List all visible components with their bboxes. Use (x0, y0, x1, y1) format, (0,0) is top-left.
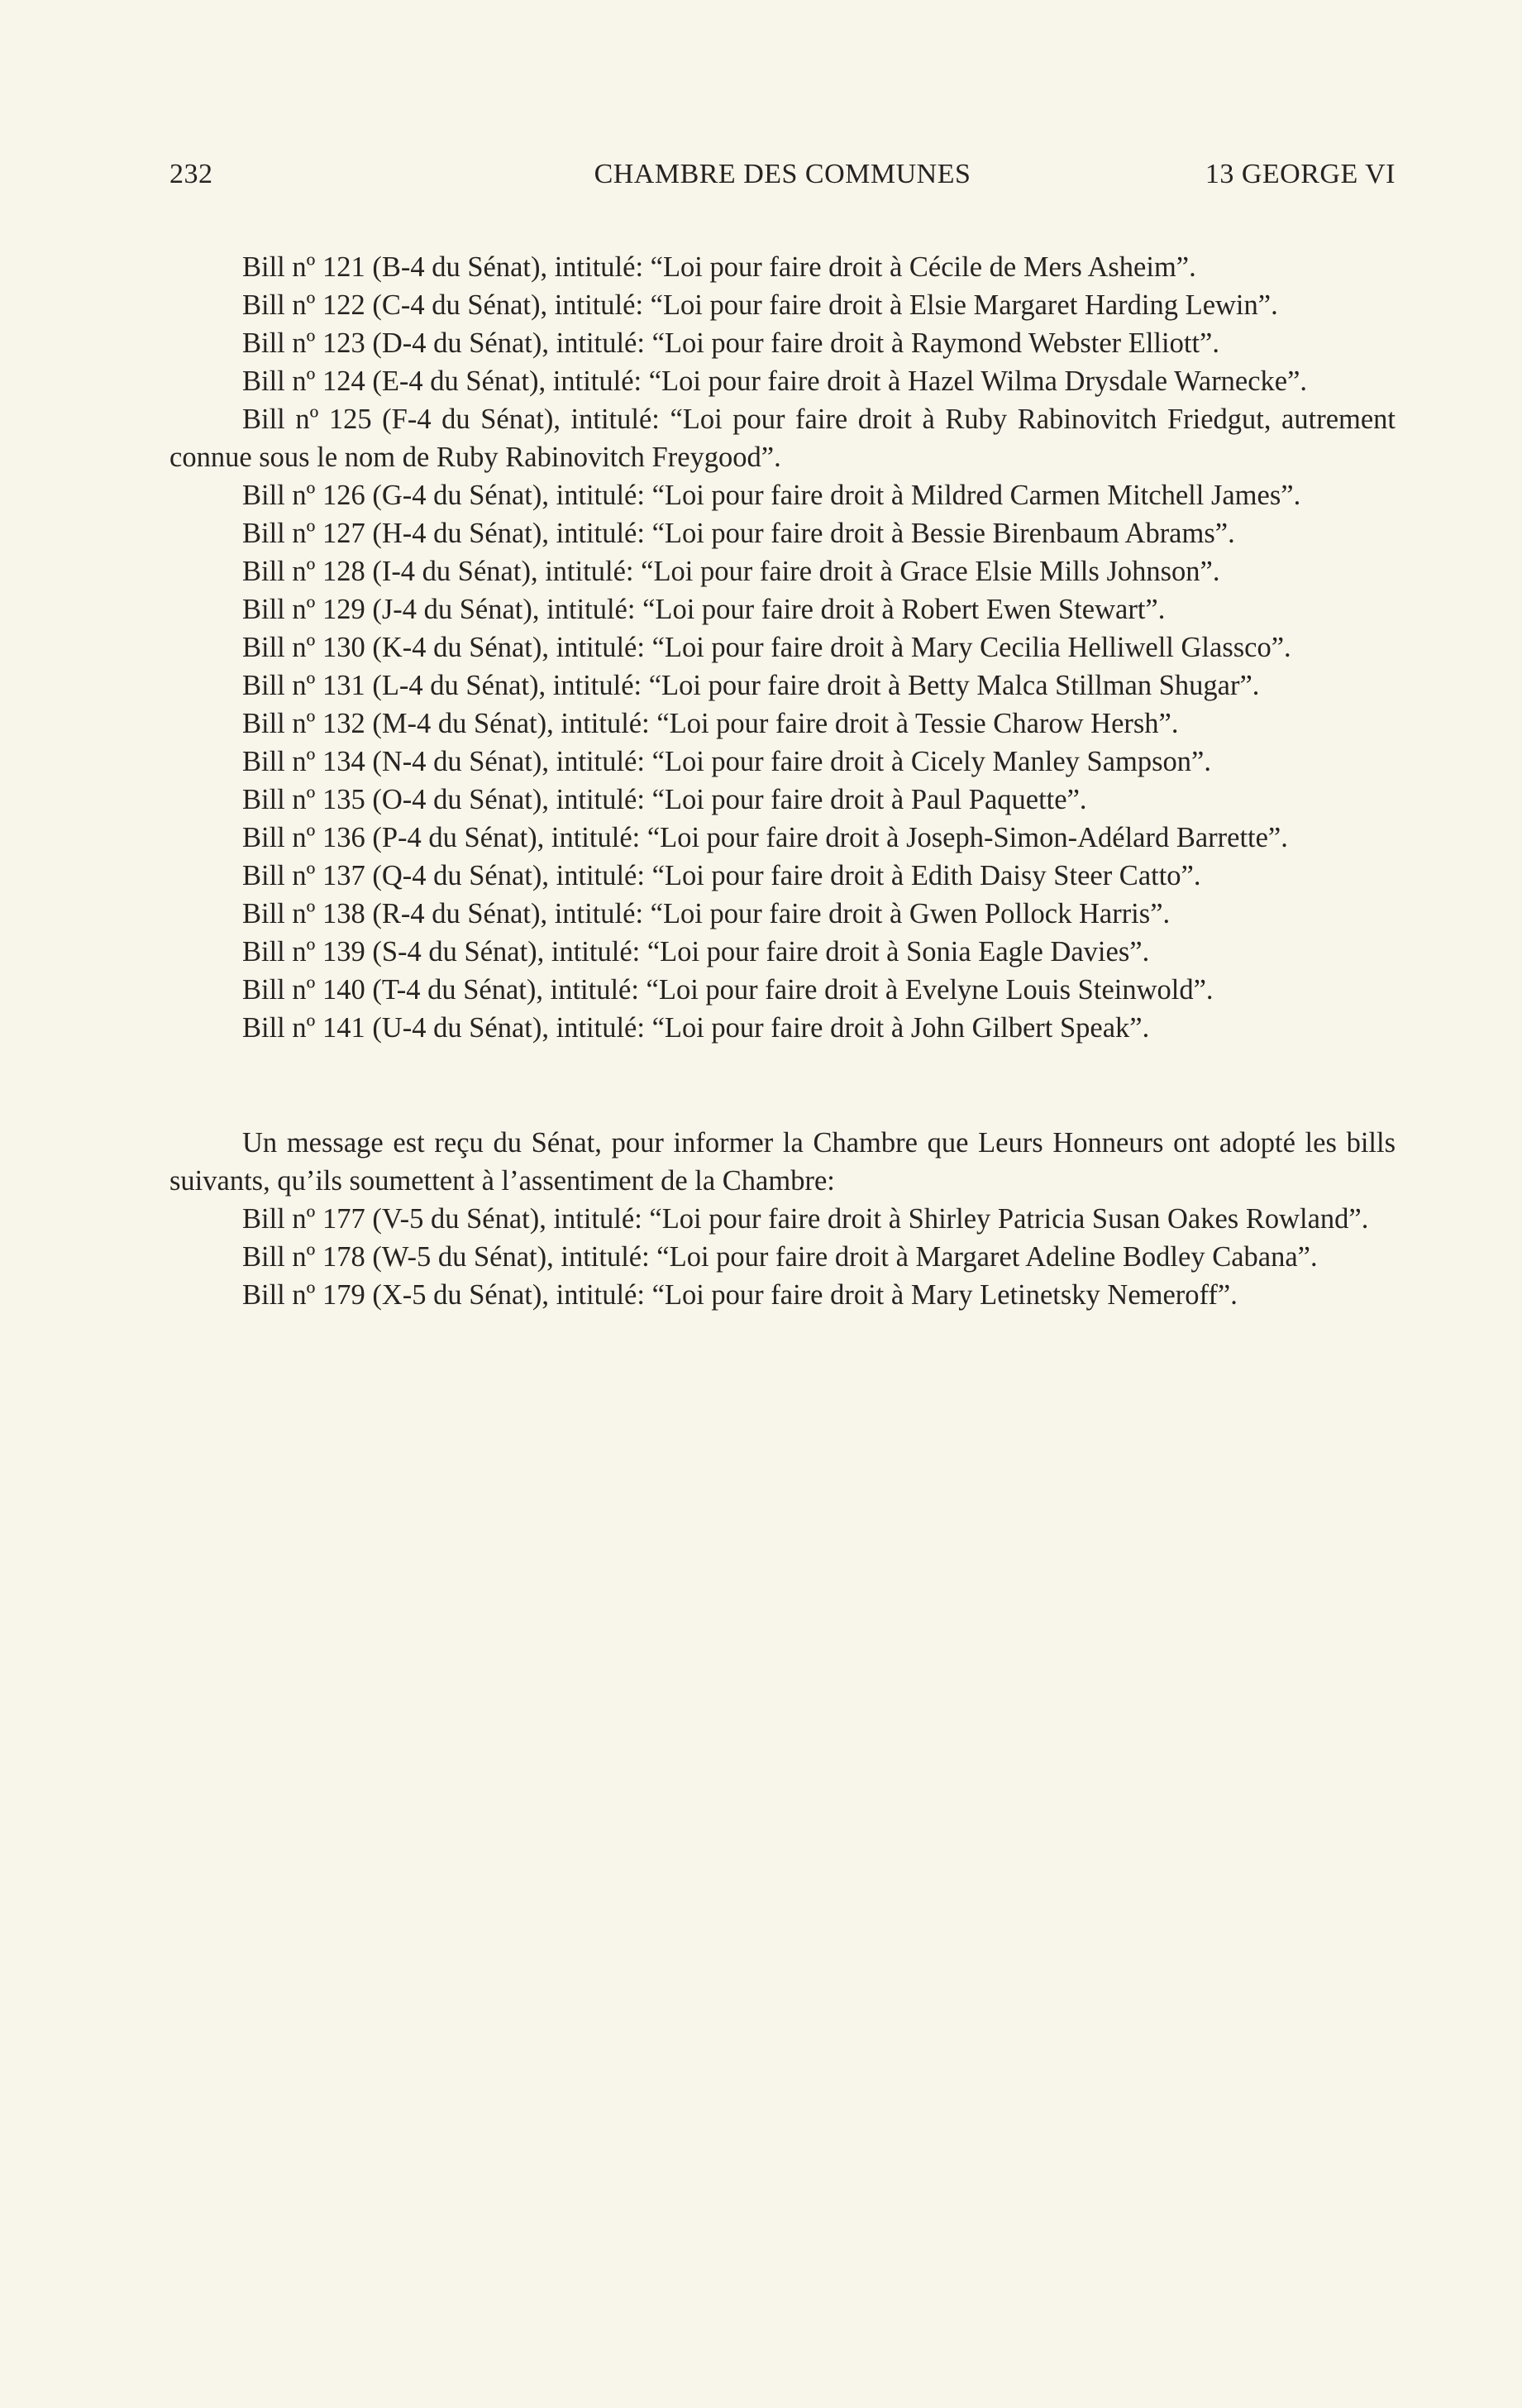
bill-entry: Bill nº 125 (F-4 du Sénat), intitulé: “Loi pour faire droit à Ruby Rabinovitch Friedgut, autrement connue sous le nom de Ruby Rabinovitch Freygood”. (169, 404, 1396, 473)
bills-list-second (169, 1200, 1396, 1314)
bill-entry: Bill nº 141 (U-4 du Sénat), intitulé: “Loi pour faire droit à John Gilbert Speak”. (242, 1012, 1150, 1044)
bill-entry: Bill nº 132 (M-4 du Sénat), intitulé: “Loi pour faire droit à Tessie Charow Hersh”. (242, 708, 1179, 739)
bill-entry: Bill nº 122 (C-4 du Sénat), intitulé: “Loi pour faire droit à Elsie Margaret Harding Lewin”. (242, 289, 1278, 321)
bill-entry: Bill nº 138 (R-4 du Sénat), intitulé: “Loi pour faire droit à Gwen Pollock Harris”. (242, 898, 1171, 929)
bill-entry: Bill nº 127 (H-4 du Sénat), intitulé: “Loi pour faire droit à Bessie Birenbaum Abrams”. (242, 518, 1235, 549)
reign-label: 13 GEORGE VI (1205, 159, 1396, 189)
bill-entry: Bill nº 179 (X-5 du Sénat), intitulé: “Loi pour faire droit à Mary Letinetsky Nemeroff”. (242, 1279, 1238, 1311)
bill-entry: Bill nº 139 (S-4 du Sénat), intitulé: “Loi pour faire droit à Sonia Eagle Davies”. (242, 936, 1150, 967)
bill-entry: Bill nº 178 (W-5 du Sénat), intitulé: “Loi pour faire droit à Margaret Adeline Bodley Cabana”. (242, 1241, 1318, 1273)
page-title: CHAMBRE DES COMMUNES (594, 159, 971, 189)
bill-entry: Bill nº 126 (G-4 du Sénat), intitulé: “Loi pour faire droit à Mildred Carmen Mitchell James”. (242, 480, 1301, 511)
bill-entry: Bill nº 130 (K-4 du Sénat), intitulé: “Loi pour faire droit à Mary Cecilia Helliwell Glassco”. (242, 632, 1291, 663)
bill-entry: Bill nº 123 (D-4 du Sénat), intitulé: “Loi pour faire droit à Raymond Webster Elliott”. (242, 327, 1219, 359)
bill-entry: Bill nº 121 (B-4 du Sénat), intitulé: “Loi pour faire droit à Cécile de Mers Asheim”. (242, 251, 1196, 283)
section-gap (169, 1047, 1396, 1124)
bills-list-first (169, 248, 1396, 1047)
body-text (169, 248, 1396, 1314)
page-number: 232 (169, 159, 213, 189)
bill-entry: Bill nº 128 (I-4 du Sénat), intitulé: “Loi pour faire droit à Grace Elsie Mills Johnson”. (242, 556, 1220, 587)
running-head (169, 159, 1396, 200)
bill-entry: Bill nº 136 (P-4 du Sénat), intitulé: “Loi pour faire droit à Joseph-Simon-Adélard Barrette”. (242, 822, 1288, 853)
bill-entry: Bill nº 135 (O-4 du Sénat), intitulé: “Loi pour faire droit à Paul Paquette”. (242, 784, 1087, 815)
bill-entry: Bill nº 124 (E-4 du Sénat), intitulé: “Loi pour faire droit à Hazel Wilma Drysdale Warnecke”. (242, 366, 1308, 397)
bill-entry: Bill nº 177 (V-5 du Sénat), intitulé: “Loi pour faire droit à Shirley Patricia Susan Oakes Rowland”. (242, 1203, 1369, 1235)
bill-entry: Bill nº 134 (N-4 du Sénat), intitulé: “Loi pour faire droit à Cicely Manley Sampson”. (242, 746, 1211, 777)
bill-entry: Bill nº 131 (L-4 du Sénat), intitulé: “Loi pour faire droit à Betty Malca Stillman Shugar”. (242, 670, 1260, 701)
bill-entry: Bill nº 140 (T-4 du Sénat), intitulé: “Loi pour faire droit à Evelyne Louis Steinwold”. (242, 974, 1214, 1006)
senate-message: Un message est reçu du Sénat, pour informer la Chambre que Leurs Honneurs ont adopté les bills suivants, qu’ils soumettent à l’assentiment de la Chambre: (169, 1127, 1396, 1197)
bill-entry: Bill nº 129 (J-4 du Sénat), intitulé: “Loi pour faire droit à Robert Ewen Stewart”. (242, 594, 1166, 625)
bill-entry: Bill nº 137 (Q-4 du Sénat), intitulé: “Loi pour faire droit à Edith Daisy Steer Catto”. (242, 860, 1201, 891)
